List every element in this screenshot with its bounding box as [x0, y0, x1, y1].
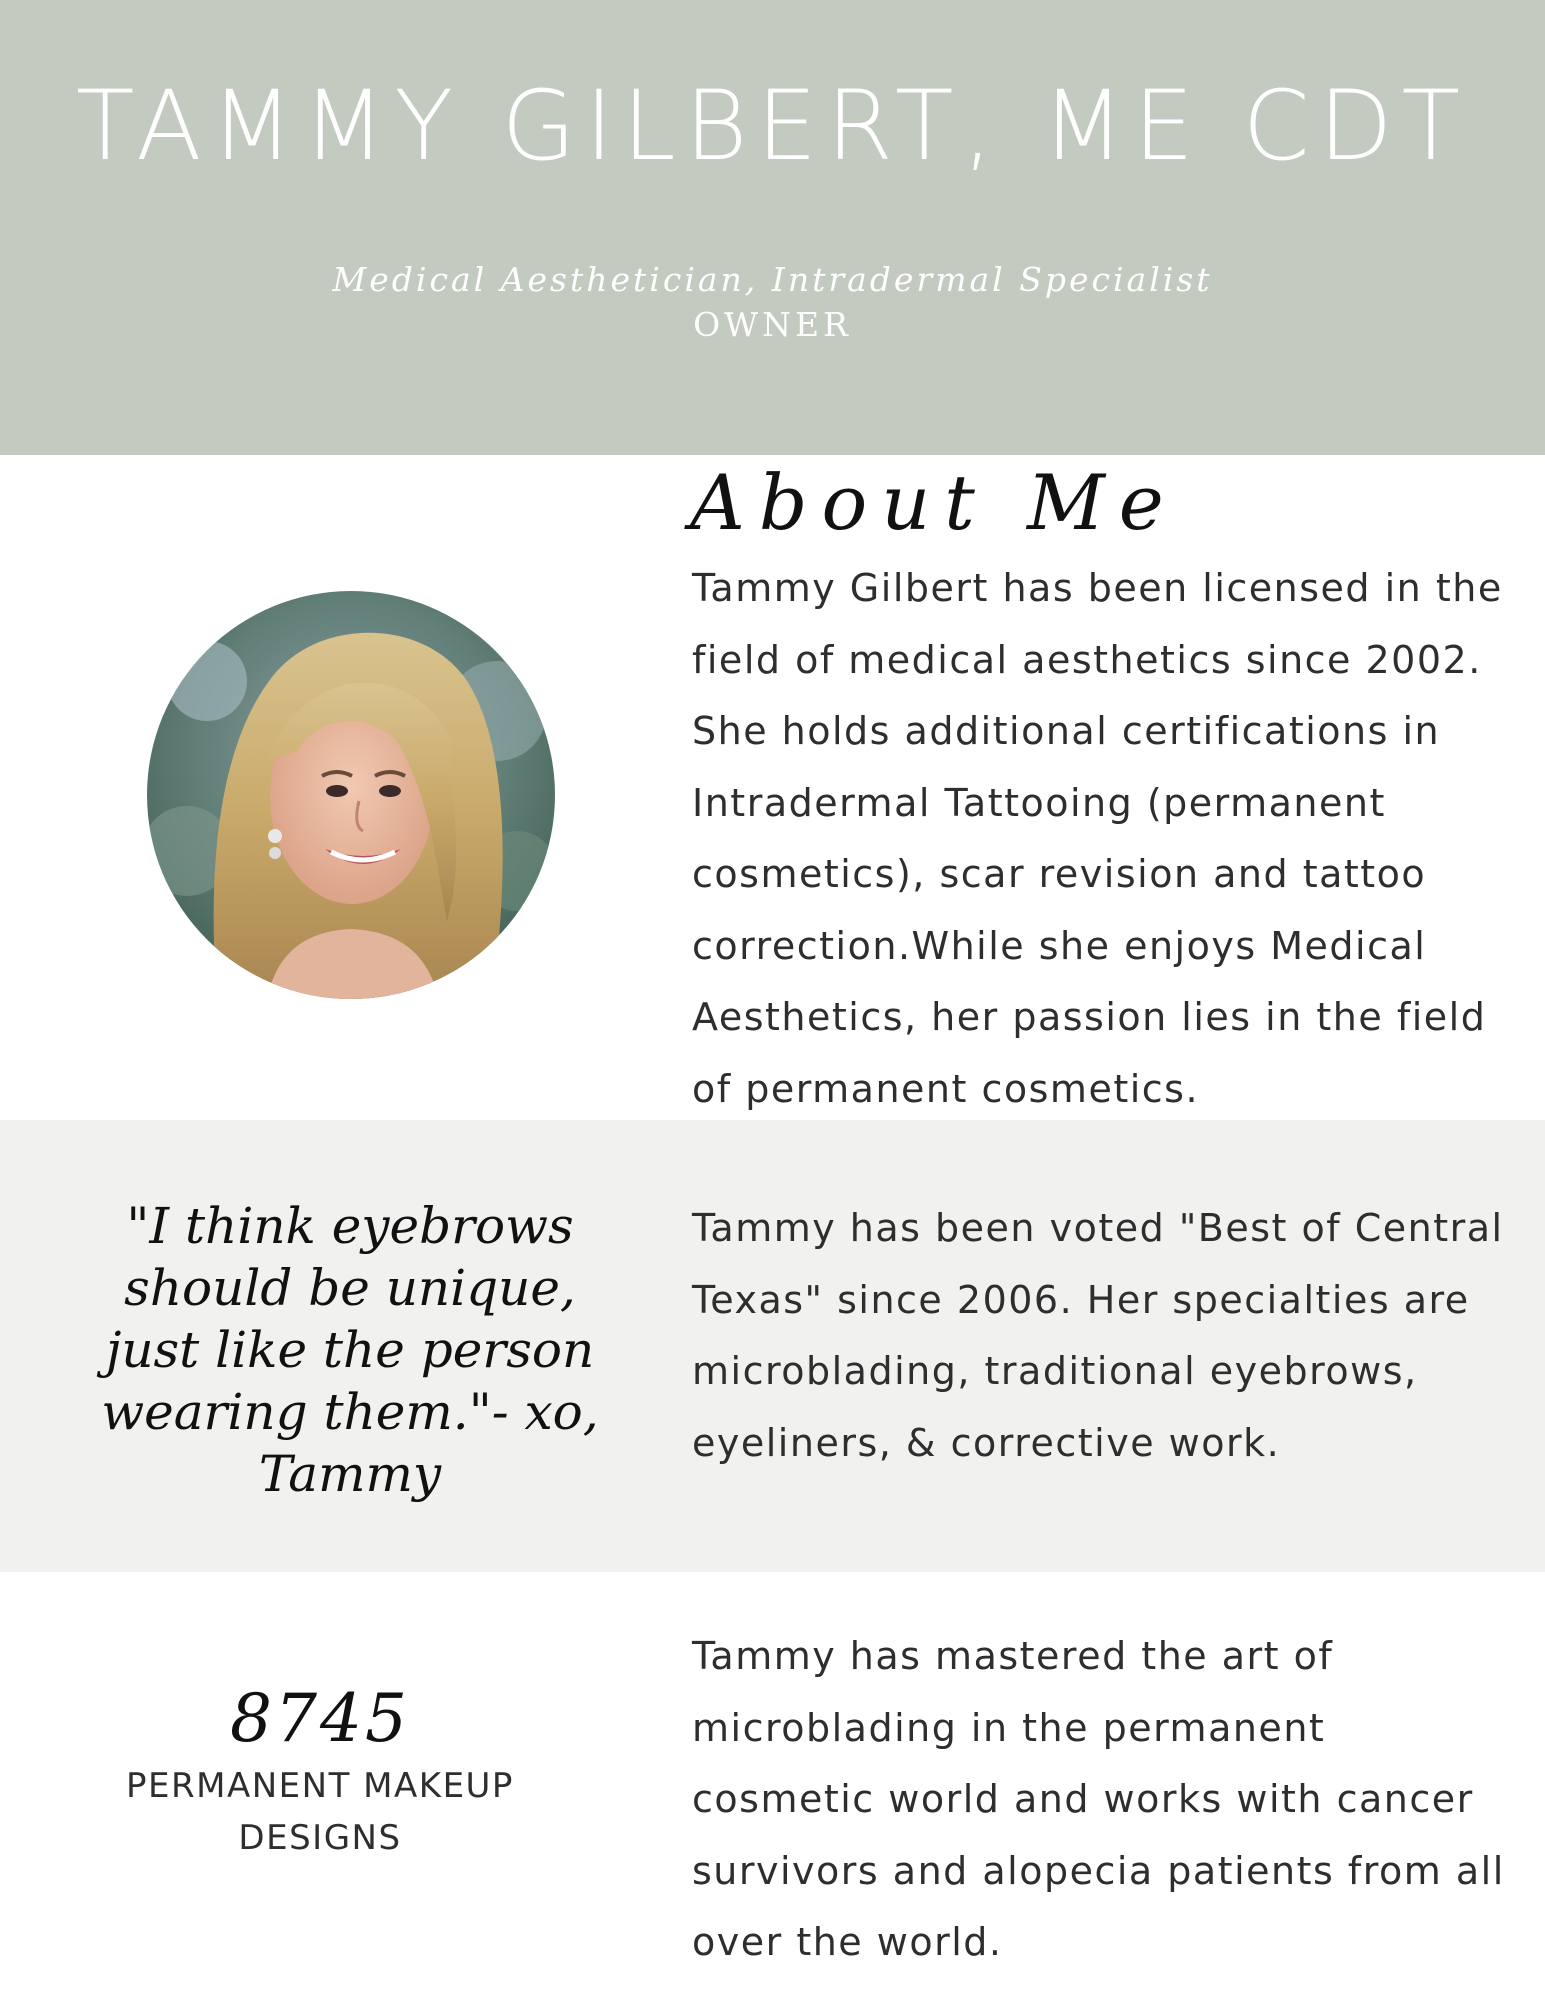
header-banner — [0, 0, 1545, 455]
about-paragraph-2: Tammy has been voted "Best of Central Texas" since 2006. Her specialties are microblading, traditional eyebrows, eyeliners, & corrective work. — [692, 1206, 1504, 1465]
about-paragraph-1: Tammy Gilbert has been licensed in the field of medical aesthetics since 2002. She holds additional certifications in Intradermal Tattooing (permanent cosmetics), scar revision and tattoo correction.While she enjoys Medical Aesthetics, her passion lies in the field of permanent cosmetics. — [692, 566, 1503, 1111]
stat-number: 8745 — [230, 1680, 410, 1757]
handwritten-quote: "I think eyebrows should be unique, just like the person wearing them."- xo, Tammy — [101, 1197, 599, 1503]
about-paragraph-3: Tammy has mastered the art of microblading in the permanent cosmetic world and works with cancer survivors and alopecia patients from all over the world. — [692, 1634, 1505, 1964]
about-heading: About Me — [690, 458, 1178, 547]
position-label: OWNER — [693, 305, 852, 344]
page-title: TAMMY GILBERT, ME CDT — [75, 70, 1470, 182]
portrait-photo — [147, 591, 555, 999]
stat-label: PERMANENT MAKEUP DESIGNS — [126, 1766, 514, 1858]
job-title: Medical Aesthetician, Intradermal Specialist — [332, 260, 1213, 299]
